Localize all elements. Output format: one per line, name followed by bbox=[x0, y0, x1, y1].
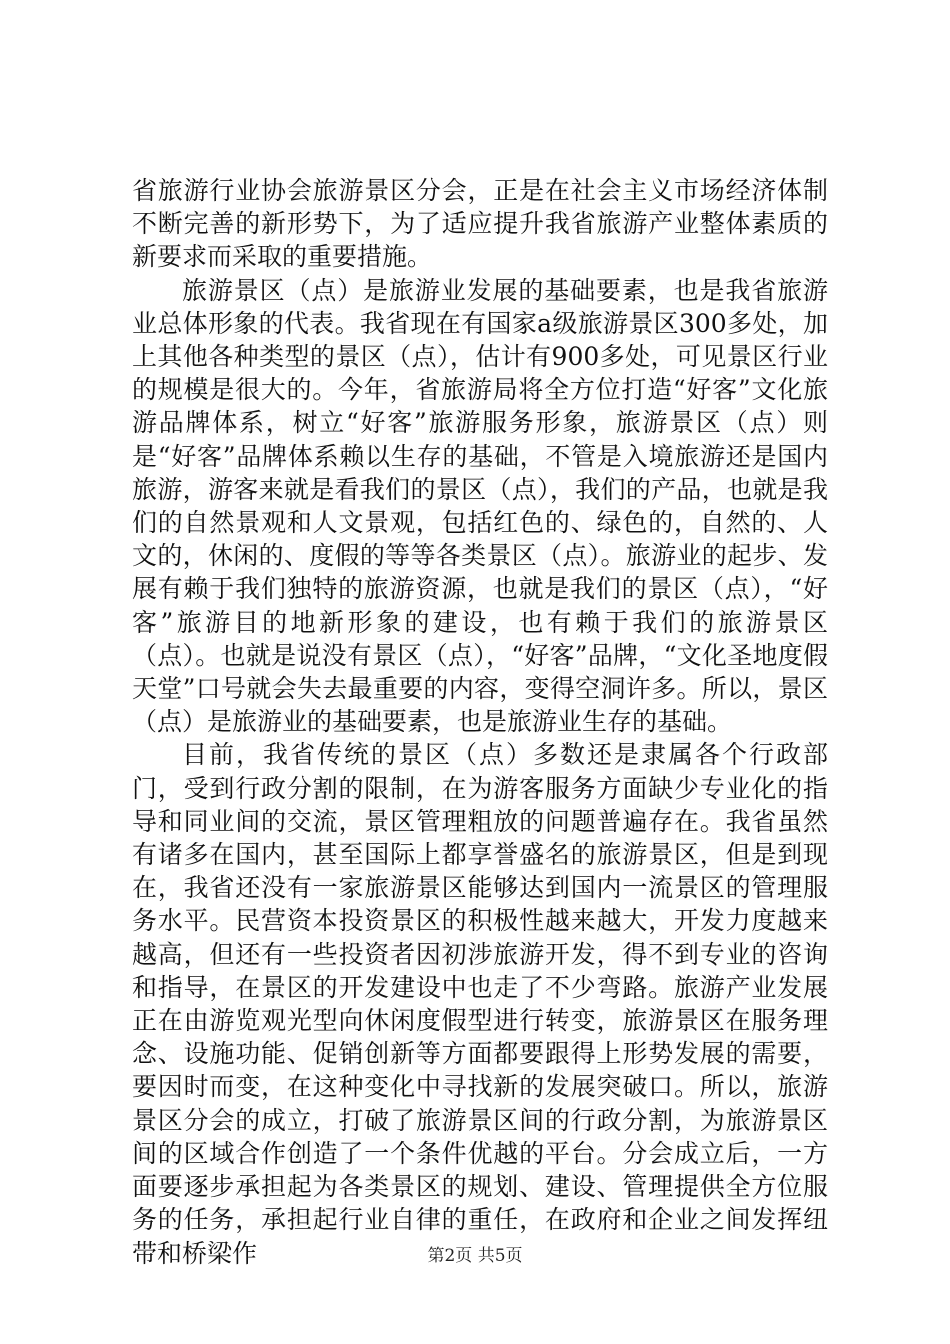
paragraph-1: 省旅游行业协会旅游景区分会，正是在社会主义市场经济体制不断完善的新形势下，为了适应提升我省旅游产业整体素质的新要求而采取的重要措施。 bbox=[132, 176, 828, 272]
paragraph-3: 目前，我省传统的景区（点）多数还是隶属各个行政部门，受到行政分割的限制，在为游客服务方面缺少专业化的指导和同业间的交流，景区管理粗放的问题普遍存在。我省虽然有诸多在国内，甚至国际上都享誉盛名的旅游景区，但是到现在，我省还没有一家旅游景区能够达到国内一流景区的管理服务水平。民营资本投资景区的积极性越来越大，开发力度越来越高，但还有一些投资者因初涉旅游开发，得不到专业的咨询和指导，在景区的开发建设中也走了不少弯路。旅游产业发展正在由游览观光型向休闲度假型进行转变，旅游景区在服务理念、设施功能、促销创新等方面都要跟得上形势发展的需要，要因时而变，在这种变化中寻找新的发展突破口。所以，旅游景区分会的成立，打破了旅游景区间的行政分割，为旅游景区间的区域合作创造了一个条件优越的平台。分会成立后，一方面要逐步承担起为各类景区的规划、建设、管理提供全方位服务的任务，承担起行业自律的重任，在政府和企业之间发挥纽带和桥梁作 bbox=[132, 740, 828, 1268]
body-text bbox=[132, 174, 828, 1270]
page-number-footer: 第2页 共5页 bbox=[427, 1246, 523, 1266]
paragraph-2: 旅游景区（点）是旅游业发展的基础要素，也是我省旅游业总体形象的代表。我省现在有国家a级旅游景区300多处，加上其他各种类型的景区（点），估计有900多处，可见景区行业的规模是很大的。今年，省旅游局将全方位打造“好客”文化旅游品牌体系，树立“好客”旅游服务形象，旅游景区（点）则是“好客”品牌体系赖以生存的基础，不管是入境旅游还是国内旅游，游客来就是看我们的景区（点），我们的产品，也就是我们的自然景观和人文景观，包括红色的、绿色的，自然的、人文的，休闲的、度假的等等各类景区（点）。旅游业的起步、发展有赖于我们独特的旅游资源，也就是我们的景区（点），“好客”旅游目的地新形象的建设，也有赖于我们的旅游景区（点）。也就是说没有景区（点），“好客”品牌，“文化圣地度假天堂”口号就会失去最重要的内容，变得空洞许多。所以，景区（点）是旅游业的基础要素，也是旅游业生存的基础。 bbox=[132, 275, 828, 737]
